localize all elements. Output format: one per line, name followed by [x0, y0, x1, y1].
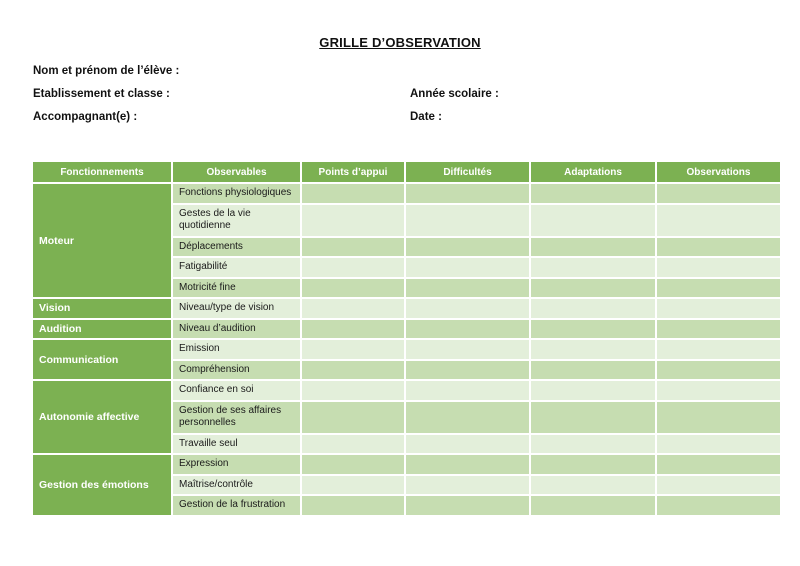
entry-cell[interactable]	[531, 476, 655, 495]
student-name-line	[33, 65, 800, 88]
entry-cell[interactable]	[531, 279, 655, 298]
entry-cell[interactable]	[302, 238, 404, 257]
entry-cell[interactable]	[302, 381, 404, 400]
entry-cell[interactable]	[531, 205, 655, 236]
entry-cell[interactable]	[406, 258, 529, 277]
entry-cell[interactable]	[531, 496, 655, 515]
observable-cell: Motricité fine	[173, 279, 300, 298]
entry-cell[interactable]	[406, 361, 529, 380]
entry-cell[interactable]	[302, 340, 404, 359]
entry-cell[interactable]	[657, 184, 780, 203]
entry-cell[interactable]	[302, 299, 404, 318]
entry-cell[interactable]	[531, 340, 655, 359]
column-header: Fonctionnements	[33, 162, 171, 182]
entry-cell[interactable]	[302, 258, 404, 277]
category-cell: Vision	[33, 299, 171, 318]
entry-cell[interactable]	[406, 299, 529, 318]
entry-cell[interactable]	[657, 435, 780, 454]
column-header: Observables	[173, 162, 300, 182]
info-block	[33, 65, 800, 134]
entry-cell[interactable]	[406, 238, 529, 257]
table-row	[33, 184, 780, 203]
entry-cell[interactable]	[657, 258, 780, 277]
entry-cell[interactable]	[531, 402, 655, 433]
entry-cell[interactable]	[302, 435, 404, 454]
table-row	[33, 381, 780, 400]
entry-cell[interactable]	[657, 299, 780, 318]
entry-cell[interactable]	[406, 184, 529, 203]
entry-cell[interactable]	[406, 435, 529, 454]
entry-cell[interactable]	[302, 476, 404, 495]
entry-cell[interactable]	[657, 340, 780, 359]
category-cell: Moteur	[33, 184, 171, 297]
entry-cell[interactable]	[531, 258, 655, 277]
observable-cell: Travaille seul	[173, 435, 300, 454]
column-header: Observations	[657, 162, 780, 182]
school-year-label: Année scolaire :	[410, 88, 499, 100]
table-row	[33, 455, 780, 474]
column-header: Difficultés	[406, 162, 529, 182]
observable-cell: Niveau/type de vision	[173, 299, 300, 318]
entry-cell[interactable]	[406, 279, 529, 298]
category-cell: Audition	[33, 320, 171, 339]
observable-cell: Déplacements	[173, 238, 300, 257]
entry-cell[interactable]	[657, 476, 780, 495]
entry-cell[interactable]	[531, 455, 655, 474]
entry-cell[interactable]	[531, 238, 655, 257]
companion-label: Accompagnant(e) :	[33, 111, 138, 123]
column-header: Points d’appui	[302, 162, 404, 182]
entry-cell[interactable]	[406, 340, 529, 359]
entry-cell[interactable]	[302, 402, 404, 433]
entry-cell[interactable]	[406, 381, 529, 400]
entry-cell[interactable]	[302, 455, 404, 474]
entry-cell[interactable]	[531, 381, 655, 400]
table-row	[33, 299, 780, 318]
entry-cell[interactable]	[406, 320, 529, 339]
companion-line	[33, 111, 800, 134]
entry-cell[interactable]	[531, 361, 655, 380]
observable-cell: Confiance en soi	[173, 381, 300, 400]
entry-cell[interactable]	[657, 455, 780, 474]
category-cell: Autonomie affective	[33, 381, 171, 453]
observation-grid-table	[31, 160, 782, 517]
entry-cell[interactable]	[657, 381, 780, 400]
observable-cell: Gestion de la frustration	[173, 496, 300, 515]
entry-cell[interactable]	[406, 496, 529, 515]
entry-cell[interactable]	[657, 320, 780, 339]
entry-cell[interactable]	[302, 361, 404, 380]
entry-cell[interactable]	[531, 320, 655, 339]
entry-cell[interactable]	[302, 279, 404, 298]
entry-cell[interactable]	[406, 205, 529, 236]
entry-cell[interactable]	[657, 205, 780, 236]
entry-cell[interactable]	[657, 402, 780, 433]
observable-cell: Emission	[173, 340, 300, 359]
entry-cell[interactable]	[657, 361, 780, 380]
entry-cell[interactable]	[302, 205, 404, 236]
category-cell: Communication	[33, 340, 171, 379]
page-title: GRILLE D’OBSERVATION	[319, 35, 481, 50]
observable-cell: Gestion de ses affaires personnelles	[173, 402, 300, 433]
entry-cell[interactable]	[657, 238, 780, 257]
entry-cell[interactable]	[531, 184, 655, 203]
entry-cell[interactable]	[657, 279, 780, 298]
category-cell: Gestion des émotions	[33, 455, 171, 515]
table-header-row	[33, 162, 780, 182]
school-class-label: Etablissement et classe :	[33, 88, 170, 100]
entry-cell[interactable]	[531, 435, 655, 454]
observable-cell: Expression	[173, 455, 300, 474]
observable-cell: Fonctions physiologiques	[173, 184, 300, 203]
entry-cell[interactable]	[657, 496, 780, 515]
table-row	[33, 340, 780, 359]
observable-cell: Maîtrise/contrôle	[173, 476, 300, 495]
observable-cell: Gestes de la vie quotidienne	[173, 205, 300, 236]
observable-cell: Niveau d’audition	[173, 320, 300, 339]
entry-cell[interactable]	[302, 184, 404, 203]
date-label: Date :	[410, 111, 442, 123]
entry-cell[interactable]	[406, 455, 529, 474]
student-name-label: Nom et prénom de l’élève :	[33, 65, 180, 77]
entry-cell[interactable]	[406, 476, 529, 495]
table-row	[33, 320, 780, 339]
entry-cell[interactable]	[302, 496, 404, 515]
column-header: Adaptations	[531, 162, 655, 182]
entry-cell[interactable]	[531, 299, 655, 318]
entry-cell[interactable]	[406, 402, 529, 433]
school-class-line	[33, 88, 800, 111]
observable-cell: Compréhension	[173, 361, 300, 380]
entry-cell[interactable]	[302, 320, 404, 339]
observable-cell: Fatigabilité	[173, 258, 300, 277]
